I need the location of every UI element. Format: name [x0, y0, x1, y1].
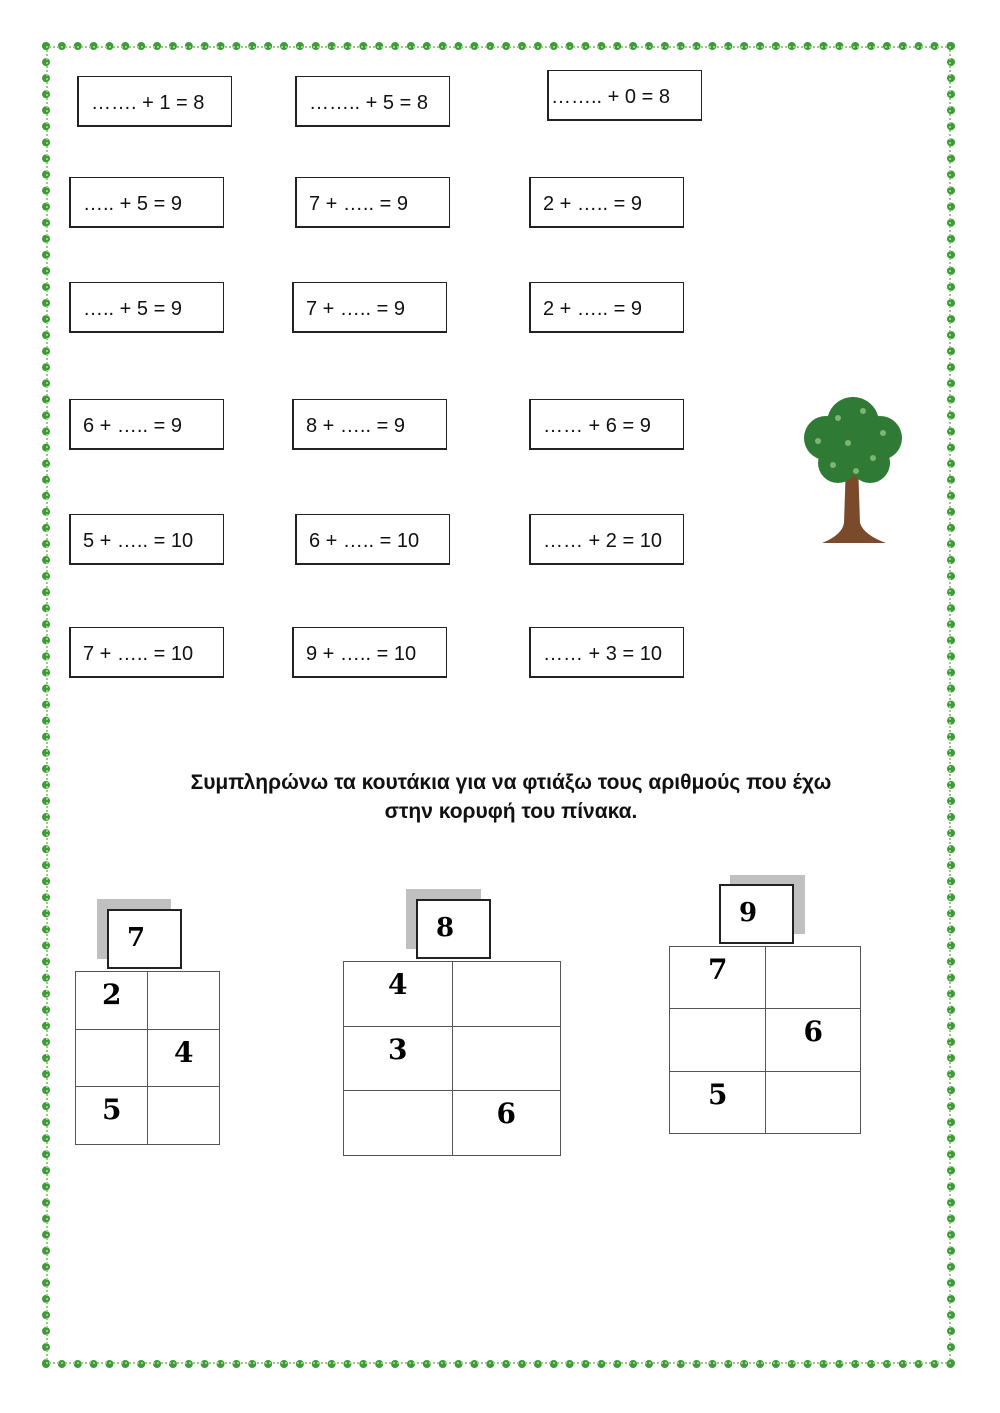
table-cell[interactable] [148, 972, 220, 1030]
target-number-box [416, 899, 491, 959]
equation-box[interactable] [69, 282, 224, 333]
target-number: 9 [739, 898, 758, 928]
table-cell[interactable] [452, 1026, 561, 1091]
equation-box[interactable] [77, 76, 232, 127]
tree-icon [798, 393, 908, 548]
equation-text: …… + 3 = 10 [543, 643, 662, 665]
number-bond-table [343, 961, 561, 1156]
table-cell[interactable] [765, 1009, 861, 1071]
table-cell[interactable] [670, 1009, 766, 1071]
equation-box[interactable] [69, 627, 224, 678]
cell-number: 6 [803, 1015, 823, 1049]
table-cell[interactable] [148, 1029, 220, 1087]
instruction-line-1: Συμπληρώνω τα κουτάκια για να φτιάξω τους αριθμούς που έχω [190, 771, 832, 794]
target-number-box [719, 884, 794, 944]
equation-box[interactable] [529, 177, 684, 228]
equation-text: 2 + ….. = 9 [543, 193, 642, 215]
table-cell[interactable] [344, 962, 453, 1027]
table-cell[interactable] [344, 1091, 453, 1156]
cell-number: 6 [496, 1097, 516, 1131]
table-cell[interactable] [452, 962, 561, 1027]
equation-box[interactable] [292, 627, 447, 678]
cell-number: 7 [708, 953, 728, 986]
target-number-box [107, 909, 182, 969]
equation-box[interactable] [295, 76, 450, 127]
equation-text: ……. + 1 = 8 [91, 92, 205, 114]
table-cell[interactable] [76, 972, 148, 1030]
leaf-border [42, 42, 955, 1368]
equation-text: …….. + 5 = 8 [309, 92, 428, 114]
table-cell[interactable] [344, 1026, 453, 1091]
equation-box[interactable] [292, 282, 447, 333]
equation-text: 7 + ….. = 10 [83, 643, 194, 665]
equation-box[interactable] [69, 514, 224, 565]
equation-text: 7 + ….. = 9 [309, 193, 408, 215]
equation-box[interactable] [69, 399, 224, 450]
table-cell[interactable] [670, 947, 766, 1009]
equation-box[interactable] [292, 399, 447, 450]
target-number: 8 [436, 913, 455, 943]
equation-text: 9 + ….. = 10 [306, 643, 417, 665]
number-bond-table [75, 971, 220, 1145]
table-cell[interactable] [765, 947, 861, 1009]
equation-text: 6 + ….. = 10 [309, 530, 420, 552]
table-cell[interactable] [765, 1071, 861, 1133]
table-cell[interactable] [148, 1087, 220, 1145]
equation-text: 6 + ….. = 9 [83, 415, 182, 437]
equation-box[interactable] [529, 627, 684, 678]
cell-number: 4 [388, 968, 408, 1001]
equation-box[interactable] [295, 514, 450, 565]
equation-box[interactable] [529, 282, 684, 333]
equation-text: 7 + ….. = 9 [306, 298, 405, 320]
table-cell[interactable] [452, 1091, 561, 1156]
cell-number: 2 [102, 978, 122, 1011]
equation-text: 5 + ….. = 10 [83, 530, 194, 552]
equation-text: ….. + 5 = 9 [83, 298, 182, 320]
table-cell[interactable] [670, 1071, 766, 1133]
equation-box[interactable] [547, 70, 702, 121]
instruction-text [60, 768, 962, 826]
equation-box[interactable] [529, 399, 684, 450]
cell-number: 5 [708, 1077, 728, 1111]
table-cell[interactable] [76, 1087, 148, 1145]
target-number: 7 [127, 923, 146, 953]
equation-text: …….. + 0 = 8 [551, 86, 670, 108]
table-cell[interactable] [76, 1029, 148, 1087]
instruction-line-2: στην κορυφή του πίνακα. [384, 800, 638, 823]
equation-text: 8 + ….. = 9 [306, 415, 405, 437]
equation-box[interactable] [69, 177, 224, 228]
equation-text: …… + 6 = 9 [543, 415, 651, 437]
equation-box[interactable] [529, 514, 684, 565]
equation-box[interactable] [295, 177, 450, 228]
equation-text: ….. + 5 = 9 [83, 193, 182, 215]
number-bond-table [669, 946, 861, 1134]
cell-number: 3 [388, 1032, 408, 1066]
equation-text: 2 + ….. = 9 [543, 298, 642, 320]
cell-number: 4 [174, 1035, 194, 1069]
equation-text: …… + 2 = 10 [543, 530, 662, 552]
cell-number: 5 [102, 1093, 122, 1127]
